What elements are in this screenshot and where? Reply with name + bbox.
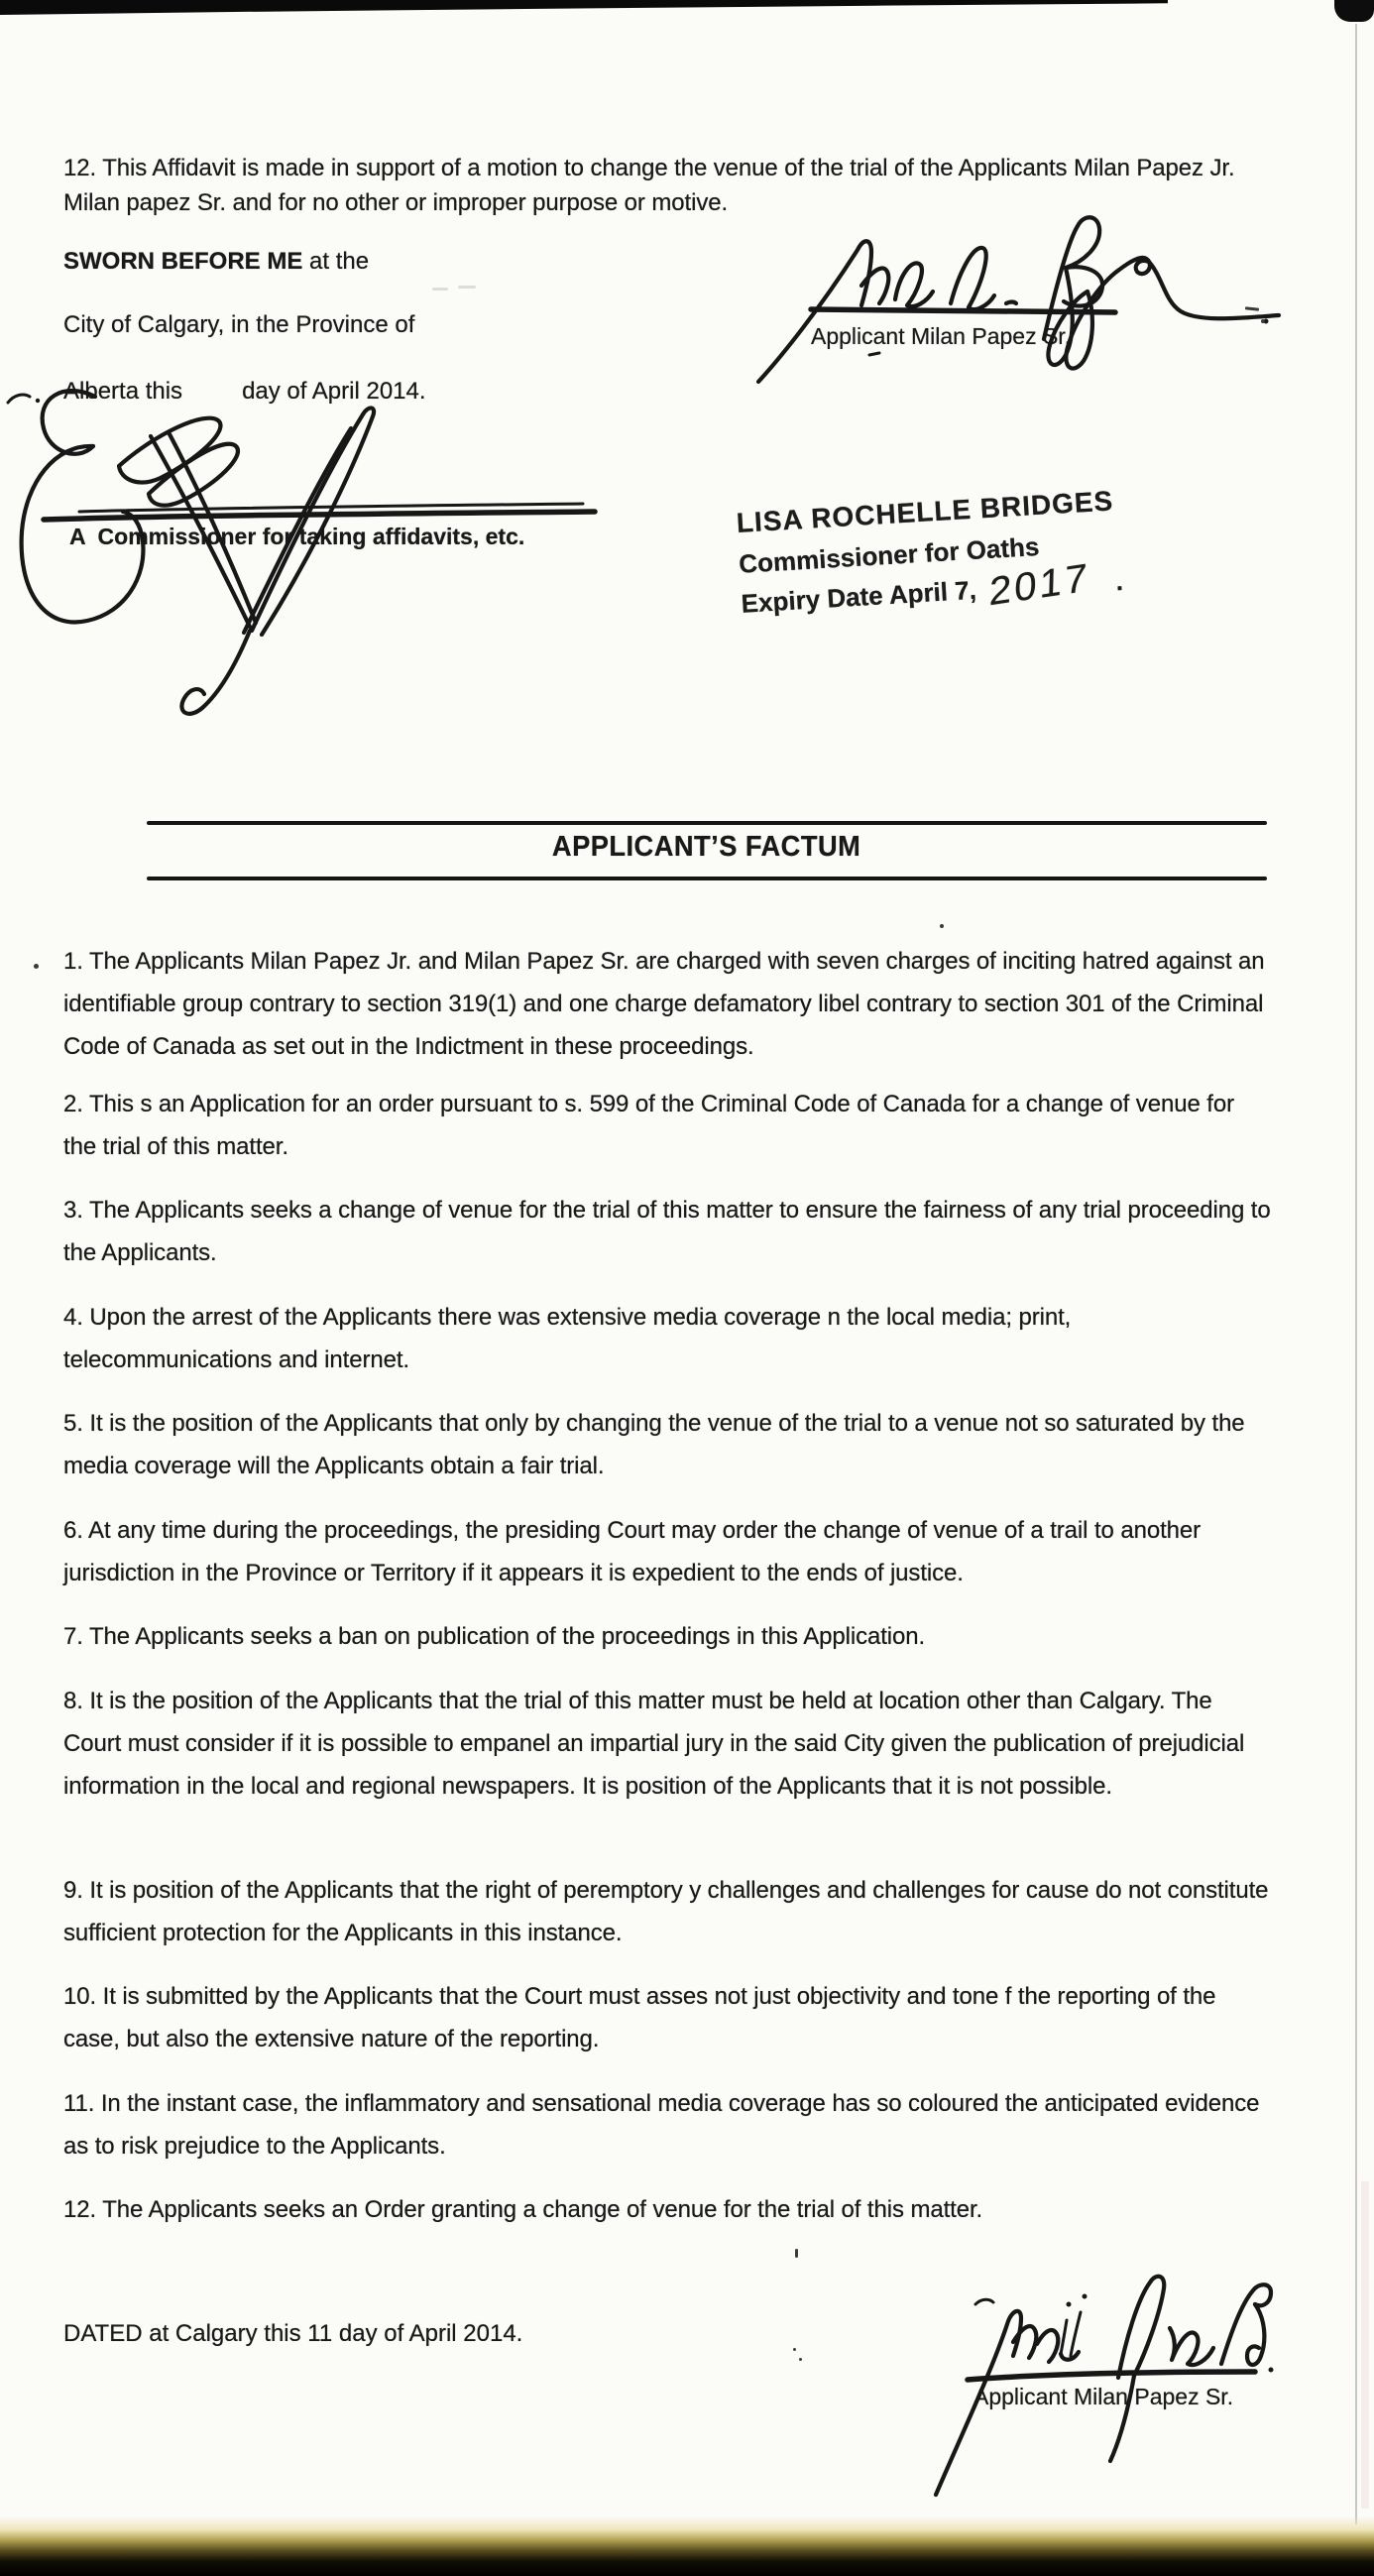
ink-speck	[799, 2358, 802, 2361]
scan-smudge	[458, 286, 476, 289]
factum-paragraph-9: 9. It is position of the Applicants that the right of peremptory y challenges and challenges for cause do not constitute sufficient protection for the Applicants in this instance.	[63, 1877, 1269, 1946]
scan-right-edge-line	[1355, 24, 1357, 2524]
commissioner-line-label: A Commissioner for taking affidavits, etc.	[69, 524, 525, 549]
applicant-name-bottom: Applicant Milan Papez Sr.	[973, 2384, 1234, 2409]
factum-heading-text: APPLICANT’S FACTUM	[552, 831, 861, 863]
factum-paragraph-8: 8. It is the position of the Applicants that the trial of this matter must be held at location other than Calgary. The Court must consider if it is possible to empanel an impartial jury in the said City given the publication of prejudicial information in the local and regional newspapers. It is position of the Applicants that it is not possible.	[63, 1688, 1245, 1800]
stamp-expiry-year-handwritten: 2017	[988, 555, 1091, 615]
factum-paragraph-3: 3. The Applicants seeks a change of venue for the trial of this matter to ensure the fairness of any trial proceeding to the Applicants.	[63, 1197, 1271, 1266]
factum-paragraph-5: 5. It is the position of the Applicants that only by changing the venue of the trial to a venue not so saturated by the media coverage will the Applicants obtain a fair trial.	[63, 1410, 1245, 1479]
scan-top-edge-bar	[0, 0, 1168, 15]
factum-paragraph-7: 7. The Applicants seeks a ban on publication of the proceedings in this Application.	[63, 1623, 926, 1650]
factum-paragraph-12: 12. The Applicants seeks an Order granting a change of venue for the trial of this matter.	[63, 2196, 983, 2223]
scan-right-edge-streak	[1361, 2181, 1369, 2509]
sworn-line-rest: at the	[302, 248, 370, 275]
factum-paragraph-10: 10. It is submitted by the Applicants that the Court must asses not just objectivity and tone f the reporting of the case, but also the extensive nature of the reporting.	[63, 1983, 1216, 2052]
applicant-signature-bottom	[920, 2265, 1317, 2513]
commissioner-signature-scribble	[0, 375, 615, 737]
ink-speck	[940, 924, 944, 928]
factum-paragraph-11: 11. In the instant case, the inflammatory and sensational media coverage has so coloured the anticipated evidence as to risk prejudice to the Applicants.	[63, 2090, 1260, 2160]
stamp-expiry-period: .	[1114, 565, 1124, 597]
stamp-name: LISA ROCHELLE BRIDGES	[736, 485, 1115, 538]
stamp-expiry-prefix: Expiry Date April 7,	[740, 574, 977, 619]
stamp-title: Commissioner for Oaths	[738, 530, 1041, 579]
affidavit-paragraph: 12. This Affidavit is made in support of a motion to change the venue of the trial of the Applicants Milan Papez Jr. Milan papez Sr. and for no other or improper purpose or motive.	[63, 155, 1235, 216]
alberta-date-left: Alberta this	[63, 378, 183, 405]
factum-heading	[147, 831, 1267, 864]
heading-rule-top	[147, 821, 1267, 825]
scan-smudge	[432, 288, 448, 291]
ink-speck	[1261, 319, 1265, 323]
factum-paragraph-2: 2. This s an Application for an order pursuant to s. 599 of the Criminal Code of Canada for a change of venue for the trial of this matter.	[63, 1091, 1234, 1160]
sworn-line-bold: SWORN BEFORE ME	[63, 248, 303, 275]
factum-paragraph-1: 1. The Applicants Milan Papez Jr. and Milan Papez Sr. are charged with seven charges of inciting hatred against an identifiable group contrary to section 319(1) and one charge defamatory libel contrary to section 301 of the Criminal Code of Canada as set out in the Indictment in these proceedings.	[63, 948, 1265, 1060]
factum-paragraph-4: 4. Upon the arrest of the Applicants there was extensive media coverage n the local media; print, telecommunications and internet.	[63, 1304, 1072, 1373]
commissioner-stamp	[736, 482, 1178, 620]
sworn-line	[63, 248, 369, 276]
heading-rule-bottom	[147, 877, 1267, 880]
scan-top-right-mark	[1334, 0, 1374, 22]
ink-speck	[34, 964, 39, 969]
scan-bottom-edge-band	[0, 2517, 1374, 2576]
applicant-name-top: Applicant Milan Papez Sr.	[811, 323, 1072, 349]
ink-speck	[793, 2348, 796, 2351]
dated-line: DATED at Calgary this 11 day of April 2014.	[63, 2320, 523, 2347]
applicant-signature-top	[746, 208, 1302, 397]
alberta-date-right: day of April 2014.	[242, 378, 426, 405]
factum-paragraph-6: 6. At any time during the proceedings, the presiding Court may order the change of venue of a trail to another jurisdiction in the Province or Territory if it appears it is expedient to the ends of justice.	[63, 1517, 1202, 1586]
city-line: City of Calgary, in the Province of	[63, 311, 415, 338]
ink-speck	[795, 2249, 798, 2258]
